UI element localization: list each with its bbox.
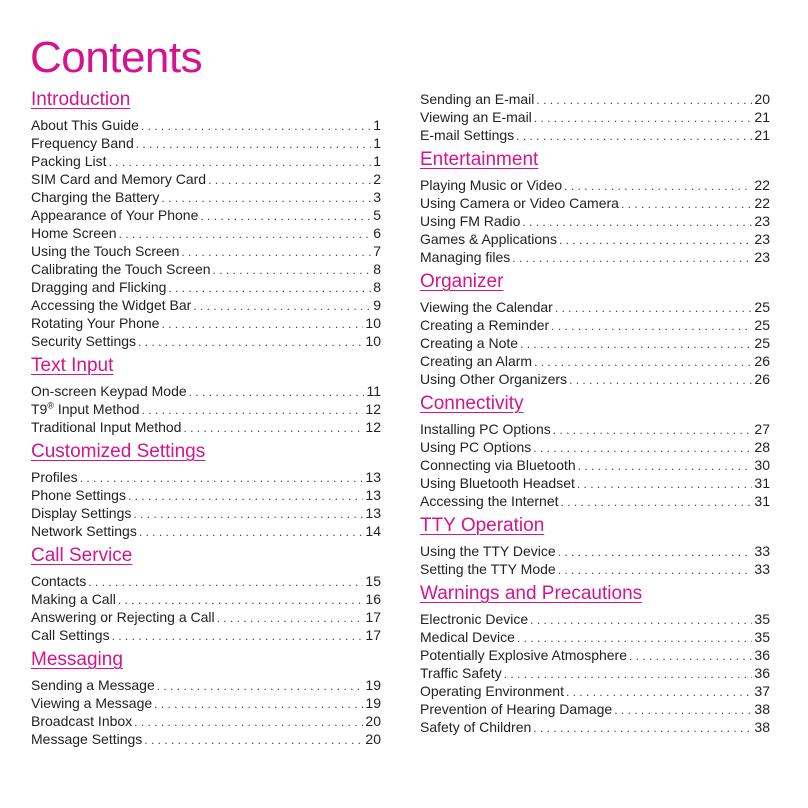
dot-leader bbox=[217, 609, 364, 627]
toc-entry[interactable] bbox=[420, 420, 770, 438]
registered-mark: ® bbox=[47, 400, 54, 411]
dot-leader bbox=[516, 127, 752, 145]
toc-entry-page-number: 33 bbox=[754, 561, 770, 577]
dot-leader bbox=[564, 177, 752, 195]
dot-leader bbox=[555, 299, 753, 317]
toc-entry-label: Creating an Alarm bbox=[420, 353, 533, 369]
toc-entry-label: Medical Device bbox=[420, 629, 515, 645]
toc-section-introduction bbox=[31, 88, 381, 354]
toc-entry-label: Packing List bbox=[31, 153, 107, 169]
toc-entry-page-number: 13 bbox=[365, 469, 381, 485]
toc-entry[interactable] bbox=[31, 712, 381, 730]
toc-entry-page-number: 1 bbox=[373, 135, 381, 151]
toc-entry[interactable] bbox=[31, 188, 381, 206]
toc-entry-label: Display Settings bbox=[31, 505, 132, 521]
dot-leader bbox=[517, 629, 752, 647]
dot-leader bbox=[551, 317, 752, 335]
dot-leader bbox=[512, 249, 752, 267]
toc-entry-label: Home Screen bbox=[31, 225, 117, 241]
dot-leader bbox=[189, 383, 365, 401]
toc-entry[interactable] bbox=[31, 400, 381, 418]
toc-entry-page-number: 8 bbox=[373, 279, 381, 295]
toc-entry-page-number: 21 bbox=[754, 127, 770, 143]
dot-leader bbox=[621, 195, 752, 213]
toc-entry[interactable] bbox=[31, 134, 381, 152]
dot-leader bbox=[559, 231, 752, 249]
toc-entry-label: Rotating Your Phone bbox=[31, 315, 160, 331]
dot-leader bbox=[157, 677, 364, 695]
dot-leader bbox=[88, 573, 363, 591]
toc-entry-label: Sending a Message bbox=[31, 677, 155, 693]
dot-leader bbox=[208, 171, 371, 189]
toc-section-entertainment bbox=[420, 148, 770, 270]
toc-entry[interactable] bbox=[420, 352, 770, 370]
toc-entry-label: Security Settings bbox=[31, 333, 137, 349]
toc-entry-label: Message Settings bbox=[31, 731, 143, 747]
toc-entry[interactable] bbox=[31, 382, 381, 400]
toc-entry-label: Accessing the Widget Bar bbox=[31, 297, 192, 313]
toc-entry-page-number: 2 bbox=[373, 171, 381, 187]
toc-entry-label: Using Bluetooth Headset bbox=[420, 475, 575, 491]
dot-leader bbox=[142, 401, 364, 419]
section-heading-link[interactable]: TTY Operation bbox=[420, 515, 545, 536]
toc-entry[interactable] bbox=[31, 468, 381, 486]
dot-leader bbox=[558, 561, 753, 579]
toc-entry-label: Calibrating the Touch Screen bbox=[31, 261, 211, 277]
toc-entry-page-number: 5 bbox=[373, 207, 381, 223]
toc-entry-label: Accessing the Internet bbox=[420, 493, 559, 509]
toc-entry[interactable] bbox=[31, 572, 381, 590]
toc-entry-page-number: 7 bbox=[373, 243, 381, 259]
toc-entry-page-number: 9 bbox=[373, 297, 381, 313]
toc-entry[interactable] bbox=[31, 206, 381, 224]
toc-entry[interactable] bbox=[31, 242, 381, 260]
toc-entry[interactable] bbox=[420, 334, 770, 352]
toc-entry-page-number: 23 bbox=[754, 249, 770, 265]
toc-entry[interactable] bbox=[420, 700, 770, 718]
toc-entry-page-number: 15 bbox=[365, 573, 381, 589]
toc-entry[interactable] bbox=[31, 486, 381, 504]
toc-entry[interactable] bbox=[420, 126, 770, 144]
toc-entry[interactable] bbox=[420, 212, 770, 230]
toc-entry[interactable] bbox=[31, 608, 381, 626]
toc-entry-page-number: 8 bbox=[373, 261, 381, 277]
toc-entry[interactable] bbox=[420, 474, 770, 492]
toc-entry[interactable] bbox=[31, 676, 381, 694]
toc-entry-page-number: 35 bbox=[754, 611, 770, 627]
toc-entry-label: Using the TTY Device bbox=[420, 543, 556, 559]
dot-leader bbox=[108, 153, 371, 171]
toc-entry-page-number: 14 bbox=[365, 523, 381, 539]
toc-entry-page-number: 25 bbox=[754, 335, 770, 351]
toc-entry-label: Answering or Rejecting a Call bbox=[31, 609, 215, 625]
toc-entry-label: Connecting via Bluetooth bbox=[420, 457, 576, 473]
toc-column-left bbox=[31, 88, 381, 752]
dot-leader bbox=[133, 505, 363, 523]
toc-entry[interactable] bbox=[420, 492, 770, 510]
toc-entry-label: Viewing the Calendar bbox=[420, 299, 553, 315]
toc-entry[interactable] bbox=[31, 170, 381, 188]
toc-entry-label: Network Settings bbox=[31, 523, 137, 539]
toc-entry[interactable] bbox=[420, 248, 770, 266]
toc-entry-page-number: 10 bbox=[365, 315, 381, 331]
toc-entry-page-number: 12 bbox=[365, 419, 381, 435]
toc-entry-page-number: 19 bbox=[365, 677, 381, 693]
toc-entry-page-number: 12 bbox=[365, 401, 381, 417]
section-heading-link[interactable]: Connectivity bbox=[420, 393, 524, 414]
toc-entry-page-number: 17 bbox=[365, 609, 381, 625]
toc-entry-label: Using FM Radio bbox=[420, 213, 521, 229]
toc-entry[interactable] bbox=[420, 628, 770, 646]
toc-entry[interactable] bbox=[31, 694, 381, 712]
toc-entry[interactable] bbox=[420, 438, 770, 456]
toc-entry[interactable] bbox=[31, 278, 381, 296]
toc-entry-page-number: 20 bbox=[365, 713, 381, 729]
toc-entry-page-number: 38 bbox=[754, 719, 770, 735]
toc-entry-label: Traditional Input Method bbox=[31, 419, 182, 435]
dot-leader bbox=[520, 335, 752, 353]
dot-leader bbox=[134, 713, 363, 731]
toc-entry[interactable] bbox=[420, 682, 770, 700]
toc-entry-page-number: 30 bbox=[754, 457, 770, 473]
dot-leader bbox=[533, 439, 752, 457]
toc-entry-page-number: 1 bbox=[373, 153, 381, 169]
toc-entry[interactable] bbox=[31, 314, 381, 332]
page-title: Contents bbox=[30, 33, 203, 82]
toc-entry-label bbox=[31, 400, 140, 418]
toc-section-text-input bbox=[31, 354, 381, 440]
toc-entry[interactable] bbox=[31, 522, 381, 540]
toc-entry-page-number: 22 bbox=[754, 195, 770, 211]
toc-entry-label: Safety of Children bbox=[420, 719, 532, 735]
toc-section-connectivity bbox=[420, 392, 770, 514]
toc-entry-label: Phone Settings bbox=[31, 487, 126, 503]
toc-entry-label: Installing PC Options bbox=[420, 421, 551, 437]
dot-leader bbox=[569, 371, 752, 389]
dot-leader bbox=[139, 523, 364, 541]
dot-leader bbox=[138, 333, 363, 351]
dot-leader bbox=[566, 683, 752, 701]
toc-entry-page-number: 33 bbox=[754, 543, 770, 559]
toc-entry[interactable] bbox=[420, 176, 770, 194]
section-heading-link[interactable]: Call Service bbox=[31, 545, 133, 566]
section-heading-link[interactable]: Text Input bbox=[31, 355, 114, 376]
toc-entry[interactable] bbox=[31, 626, 381, 644]
toc-entry[interactable] bbox=[420, 646, 770, 664]
dot-leader bbox=[533, 719, 752, 737]
dot-leader bbox=[112, 627, 364, 645]
dot-leader bbox=[522, 213, 752, 231]
toc-entry-label: Sending an E-mail bbox=[420, 91, 535, 107]
dot-leader bbox=[530, 611, 752, 629]
dot-leader bbox=[213, 261, 372, 279]
toc-entry-page-number: 23 bbox=[754, 213, 770, 229]
toc-entry[interactable] bbox=[420, 230, 770, 248]
dot-leader bbox=[558, 543, 753, 561]
toc-entry-label: Operating Environment bbox=[420, 683, 564, 699]
toc-entry-label: Traffic Safety bbox=[420, 665, 502, 681]
toc-entry-label: Using Other Organizers bbox=[420, 371, 568, 387]
toc-entry-page-number: 20 bbox=[754, 91, 770, 107]
toc-entry-page-number: 31 bbox=[754, 475, 770, 491]
toc-entry[interactable] bbox=[31, 332, 381, 350]
dot-leader bbox=[536, 91, 752, 109]
toc-entry-label: Frequency Band bbox=[31, 135, 134, 151]
toc-entry-page-number: 23 bbox=[754, 231, 770, 247]
toc-entry-page-number: 26 bbox=[754, 371, 770, 387]
dot-leader bbox=[193, 297, 371, 315]
toc-entry-page-number: 25 bbox=[754, 299, 770, 315]
dot-leader bbox=[629, 647, 752, 665]
dot-leader bbox=[577, 475, 753, 493]
dot-leader bbox=[141, 117, 371, 135]
toc-entry-page-number: 6 bbox=[373, 225, 381, 241]
dot-leader bbox=[154, 695, 363, 713]
toc-section-tty-operation bbox=[420, 514, 770, 582]
toc-entry[interactable] bbox=[420, 718, 770, 736]
toc-entry-label: Call Settings bbox=[31, 627, 110, 643]
toc-entry[interactable] bbox=[31, 504, 381, 522]
toc-entry[interactable] bbox=[31, 260, 381, 278]
toc-entry[interactable] bbox=[420, 298, 770, 316]
dot-leader bbox=[136, 135, 371, 153]
toc-entry[interactable] bbox=[420, 456, 770, 474]
toc-entry-label: Using Camera or Video Camera bbox=[420, 195, 619, 211]
toc-column-right bbox=[420, 90, 770, 740]
toc-section-continued bbox=[420, 90, 770, 148]
toc-entry-page-number: 19 bbox=[365, 695, 381, 711]
toc-entry[interactable] bbox=[420, 370, 770, 388]
toc-entry-label: Viewing an E-mail bbox=[420, 109, 532, 125]
toc-entry-label: SIM Card and Memory Card bbox=[31, 171, 207, 187]
dot-leader bbox=[614, 701, 752, 719]
toc-entry-page-number: 20 bbox=[365, 731, 381, 747]
toc-entry-page-number: 25 bbox=[754, 317, 770, 333]
toc-entry-page-number: 37 bbox=[754, 683, 770, 699]
toc-entry-label: Using the Touch Screen bbox=[31, 243, 180, 259]
toc-entry-label-main: T9 bbox=[31, 401, 48, 417]
dot-leader bbox=[144, 731, 363, 749]
toc-entry[interactable] bbox=[420, 542, 770, 560]
toc-entry[interactable] bbox=[420, 316, 770, 334]
toc-entry[interactable] bbox=[420, 108, 770, 126]
dot-leader bbox=[578, 457, 753, 475]
toc-entry-label: Prevention of Hearing Damage bbox=[420, 701, 613, 717]
toc-section-organizer bbox=[420, 270, 770, 392]
toc-entry-page-number: 17 bbox=[365, 627, 381, 643]
toc-entry[interactable] bbox=[31, 296, 381, 314]
dot-leader bbox=[200, 207, 371, 225]
toc-entry-page-number: 1 bbox=[373, 117, 381, 133]
toc-entry-label: Charging the Battery bbox=[31, 189, 160, 205]
toc-section-warnings-and-precautions bbox=[420, 582, 770, 740]
toc-entry-page-number: 16 bbox=[365, 591, 381, 607]
section-heading-link[interactable]: Organizer bbox=[420, 271, 504, 292]
dot-leader bbox=[168, 279, 371, 297]
toc-entry-page-number: 35 bbox=[754, 629, 770, 645]
toc-entry[interactable] bbox=[420, 194, 770, 212]
section-heading-link[interactable]: Introduction bbox=[31, 89, 131, 110]
dot-leader bbox=[161, 315, 363, 333]
section-heading-link[interactable]: Messaging bbox=[31, 649, 123, 670]
toc-entry-label: Appearance of Your Phone bbox=[31, 207, 199, 223]
toc-entry-label: About This Guide bbox=[31, 117, 139, 133]
toc-entry-label: Contacts bbox=[31, 573, 87, 589]
toc-entry[interactable] bbox=[31, 730, 381, 748]
toc-entry-label: Creating a Note bbox=[420, 335, 519, 351]
section-heading-link[interactable]: Customized Settings bbox=[31, 441, 206, 462]
toc-entry-label: Viewing a Message bbox=[31, 695, 153, 711]
toc-entry-label: Profiles bbox=[31, 469, 78, 485]
toc-entry-page-number: 27 bbox=[754, 421, 770, 437]
toc-entry[interactable] bbox=[420, 90, 770, 108]
toc-entry-label-suffix: Input Method bbox=[53, 401, 140, 417]
toc-entry-label: Dragging and Flicking bbox=[31, 279, 167, 295]
dot-leader bbox=[161, 189, 371, 207]
toc-entry[interactable] bbox=[420, 610, 770, 628]
dot-leader bbox=[119, 225, 372, 243]
toc-entry-page-number: 22 bbox=[754, 177, 770, 193]
toc-entry[interactable] bbox=[31, 418, 381, 436]
dot-leader bbox=[181, 243, 371, 261]
toc-entry-page-number: 36 bbox=[754, 647, 770, 663]
toc-entry-page-number: 31 bbox=[754, 493, 770, 509]
toc-entry-label: On-screen Keypad Mode bbox=[31, 383, 187, 399]
toc-entry-page-number: 21 bbox=[754, 109, 770, 125]
toc-entry-label: Games & Applications bbox=[420, 231, 557, 247]
toc-entry-label: Potentially Explosive Atmosphere bbox=[420, 647, 627, 663]
toc-entry-page-number: 3 bbox=[373, 189, 381, 205]
toc-entry[interactable] bbox=[31, 590, 381, 608]
dot-leader bbox=[128, 487, 363, 505]
toc-entry[interactable] bbox=[31, 224, 381, 242]
toc-entry-page-number: 26 bbox=[754, 353, 770, 369]
toc-entry-page-number: 36 bbox=[754, 665, 770, 681]
section-heading-link[interactable]: Warnings and Precautions bbox=[420, 583, 643, 604]
dot-leader bbox=[80, 469, 364, 487]
toc-entry-page-number: 11 bbox=[366, 383, 381, 399]
section-heading-link[interactable]: Entertainment bbox=[420, 149, 539, 170]
dot-leader bbox=[183, 419, 363, 437]
dot-leader bbox=[118, 591, 364, 609]
toc-entry[interactable] bbox=[420, 664, 770, 682]
toc-section-messaging bbox=[31, 648, 381, 752]
toc-entry-page-number: 10 bbox=[365, 333, 381, 349]
dot-leader bbox=[561, 493, 753, 511]
toc-entry-label: Setting the TTY Mode bbox=[420, 561, 556, 577]
toc-entry-page-number: 38 bbox=[754, 701, 770, 717]
toc-entry-label: Creating a Reminder bbox=[420, 317, 550, 333]
toc-entry-label: Using PC Options bbox=[420, 439, 532, 455]
dot-leader bbox=[504, 665, 753, 683]
toc-entry[interactable] bbox=[420, 560, 770, 578]
toc-entry[interactable] bbox=[31, 116, 381, 134]
toc-entry-label: Electronic Device bbox=[420, 611, 529, 627]
toc-entry-page-number: 13 bbox=[365, 487, 381, 503]
toc-entry-page-number: 28 bbox=[754, 439, 770, 455]
dot-leader bbox=[553, 421, 753, 439]
toc-section-call-service bbox=[31, 544, 381, 648]
toc-entry-label: Broadcast Inbox bbox=[31, 713, 133, 729]
toc-entry-page-number: 13 bbox=[365, 505, 381, 521]
toc-entry-label: Playing Music or Video bbox=[420, 177, 563, 193]
toc-entry-label: Making a Call bbox=[31, 591, 116, 607]
dot-leader bbox=[534, 109, 753, 127]
toc-section-customized-settings bbox=[31, 440, 381, 544]
toc-entry[interactable] bbox=[31, 152, 381, 170]
toc-entry-label: Managing files bbox=[420, 249, 511, 265]
toc-entry-label: E-mail Settings bbox=[420, 127, 515, 143]
dot-leader bbox=[534, 353, 752, 371]
